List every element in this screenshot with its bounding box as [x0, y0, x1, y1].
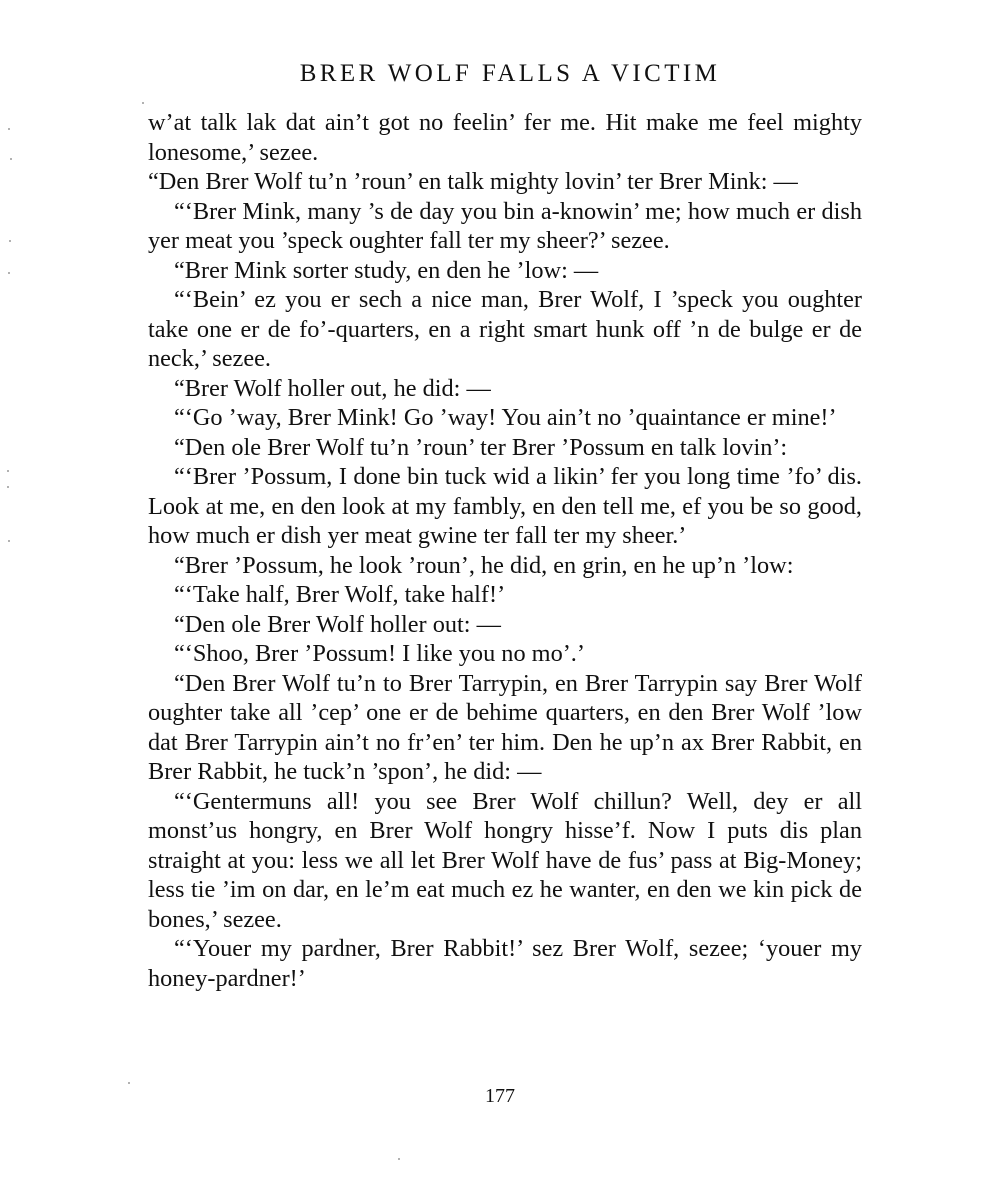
paragraph: “Den ole Brer Wolf holler out: — [174, 610, 501, 638]
scan-speck [7, 486, 9, 488]
scan-speck [10, 158, 12, 160]
paragraph: “‘Bein’ ez you er sech a nice man, Brer Wolf, I ’speck you oughter take one er de fo’-quarters, en a right smart hunk off ’n de bulge er de neck,’ sezee. [148, 286, 862, 372]
scan-speck [8, 272, 10, 274]
body-text [148, 108, 862, 993]
scan-speck [142, 102, 144, 104]
running-head: BRER WOLF FALLS A VICTIM [299, 60, 721, 87]
scan-speck [8, 540, 10, 542]
scan-speck [128, 1082, 130, 1084]
paragraph: “‘Go ’way, Brer Mink! Go ’way! You ain’t no ’quaintance er mine!’ [174, 404, 837, 431]
paragraph: “Den Brer Wolf tu’n ’roun’ en talk mighty lovin’ ter Brer Mink: — [148, 168, 798, 195]
scan-speck [398, 1158, 400, 1160]
scan-speck [9, 240, 11, 242]
paragraph: w’at talk lak dat ain’t got no feelin’ fer me. Hit make me feel mighty lonesome,’ sezee. [148, 109, 862, 166]
page-number: 177 [485, 1085, 515, 1107]
scan-speck [7, 470, 9, 472]
paragraph: “Den Brer Wolf tu’n to Brer Tarrypin, en Brer Tarrypin say Brer Wolf oughter take all ’cep’ one er de behime quarters, en den Brer Wolf ’low dat Brer Tarrypin ain’t no fr’en’ ter him. Den he up’n ax Brer Rabbit, en Brer Rabbit, he tuck’n ’spon’, he did: — [148, 669, 862, 785]
paragraph: “‘Shoo, Brer ’Possum! I like you no mo’.’ [174, 640, 585, 667]
paragraph: “‘Gentermuns all! you see Brer Wolf chillun? Well, dey er all monst’us hongry, en Brer Wolf hongry hisse’f. Now I puts dis plan straight at you: less we all let Brer Wolf have de fus’ pass at Big-Money; less tie ’im on dar, en le’m eat much ez he wanter, en den we kin pick de bones,’ sezee. [148, 787, 862, 933]
paragraph: “Brer Wolf holler out, he did: — [174, 374, 491, 402]
paragraph: “‘Take half, Brer Wolf, take half!’ [174, 581, 506, 608]
paragraph: “‘Brer ’Possum, I done bin tuck wid a likin’ fer you long time ’fo’ dis. Look at me, en den look at my fambly, en den tell me, ef you be so good, how much er dish yer meat gwine ter fall ter my sheer.’ [148, 463, 862, 549]
scan-speck [8, 128, 10, 130]
paragraph: “Brer Mink sorter study, en den he ’low: — [174, 256, 599, 284]
paragraph: “Den ole Brer Wolf tu’n ’roun’ ter Brer ’Possum en talk lovin’: [174, 433, 788, 461]
paragraph: “Brer ’Possum, he look ’roun’, he did, en grin, en he up’n ’low: [174, 551, 794, 579]
paragraph: “‘Youer my pardner, Brer Rabbit!’ sez Brer Wolf, sezee; ‘youer my honey-pardner!’ [148, 935, 862, 992]
paragraph: “‘Brer Mink, many ’s de day you bin a-knowin’ me; how much er dish yer meat you ’speck oughter fall ter my sheer?’ sezee. [148, 197, 862, 254]
